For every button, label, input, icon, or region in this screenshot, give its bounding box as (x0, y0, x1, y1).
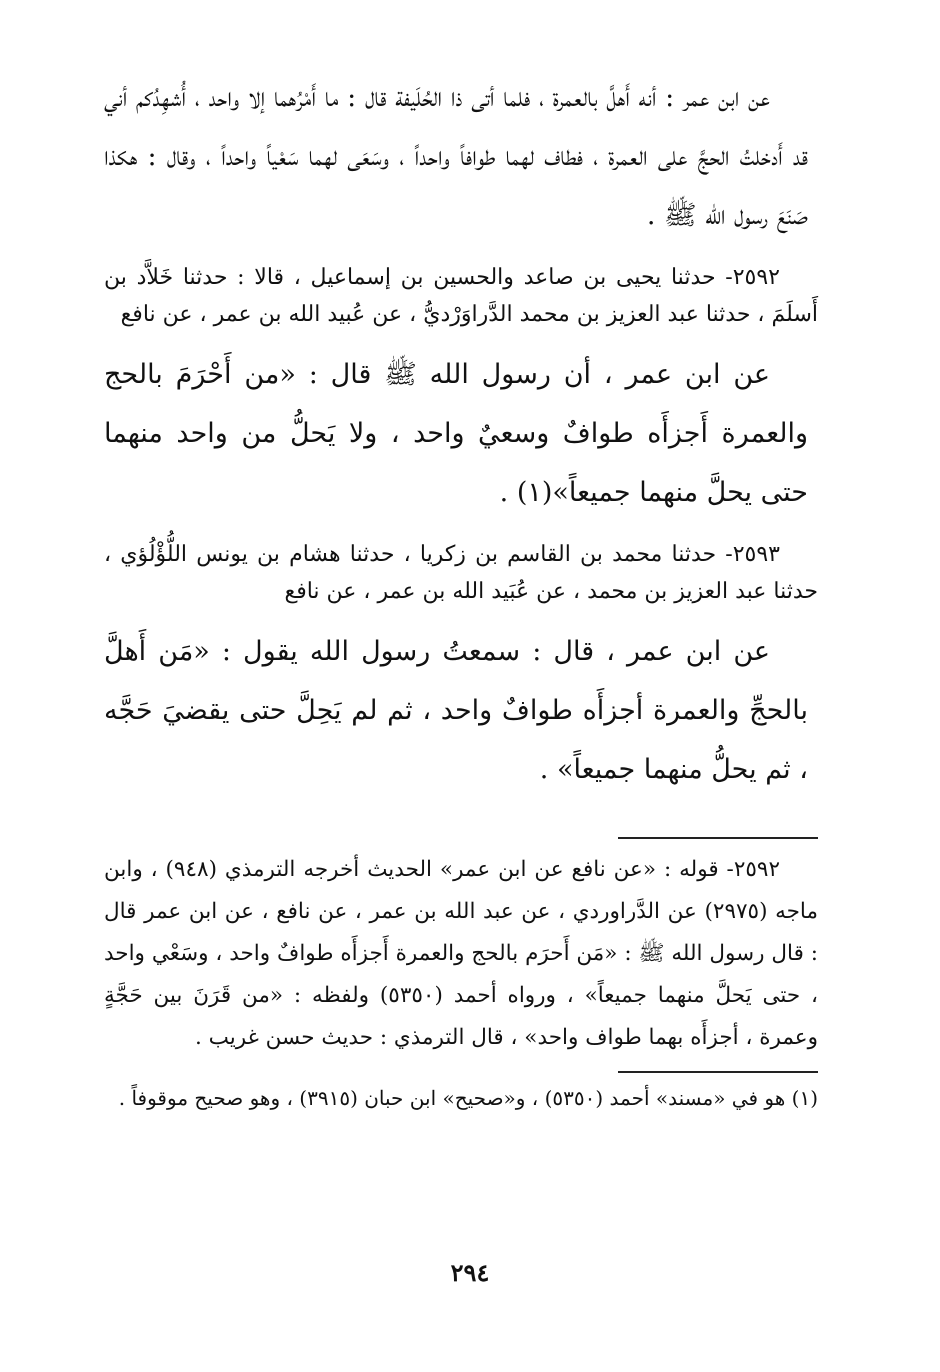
hadith-matn: عن ابن عمر : أنه أَهلَّ بالعمرة ، فلما أتى ذا الحُلَيفة قال : ما أَمْرُهما إلا واحد ، أُشهِدُكم أني قد أَدخلتُ الحجَّ على العمرة ، فطاف لهما طوافاً واحداً ، وسَعَى لهما سَعْياً واحداً ، وقال : هكذا صَنَعَ رسول الله ﷺ . (104, 82, 808, 231)
isnad-block (104, 259, 818, 333)
footnote-separator (618, 1071, 818, 1073)
hadith-text-block (104, 345, 818, 522)
hadith-text-block (104, 622, 818, 799)
commentary-block (104, 849, 818, 1059)
hadith-matn: عن ابن عمر ، قال : سمعتُ رسول الله يقول : «مَن أَهلَّ بالحجِّ والعمرة أجزأَه طوافٌ واحد ، ثم لم يَحِلَّ حتى يقضيَ حَجَّه ، ثم يحلُّ منهما جميعاً» . (104, 636, 808, 785)
commentary-text: ٢٥٩٢- قوله : «عن نافع عن ابن عمر» الحديث أخرجه الترمذي (٩٤٨) ، وابن ماجه (٢٩٧٥) عن الدَّراوردي ، عن عبد الله بن عمر ، عن نافع ، عن ابن عمر قال : قال رسول الله ﷺ : «مَن أَحرَم بالحج والعمرة أَجزأَه طوافٌ واحد ، وسَعْي واحد ، حتى يَحلَّ منهما جميعاً» ، ورواه أحمد (٥٣٥٠) ولفظه : «من قَرَنَ بين حَجَّةٍ وعمرة ، أجزأَه بهما طواف واحد» ، قال الترمذي : حديث حسن غريب . (104, 857, 819, 1050)
commentary-separator (618, 837, 818, 839)
footnote-text: (١) هو في «مسند» أحمد (٥٣٥٠) ، و«صحيح» ابن حبان (٣٩١٥) ، وهو صحيح موقوفاً . (118, 1086, 818, 1110)
page-number: ٢٩٤ (450, 1258, 490, 1287)
isnad-block (104, 536, 818, 610)
hadith-isnad: ٢٥٩٣- حدثنا محمد بن القاسم بن زكريا ، حدثنا هشام بن يونس اللُّؤْلُؤي ، حدثنا عبد العزيز بن محمد ، عن عُبَيد الله بن عمر ، عن نافع (104, 542, 818, 604)
footnote-block (104, 1081, 818, 1115)
hadith-text-block (104, 68, 818, 245)
hadith-isnad: ٢٥٩٢- حدثنا يحيى بن صاعد والحسين بن إسماعيل ، قالا : حدثنا خَلاَّد بن أَسلَمَ ، حدثنا عبد العزيز بن محمد الدَّراوَرْديُّ ، عن عُبيد الله بن عمر ، عن نافع (104, 265, 818, 327)
hadith-matn: عن ابن عمر ، أن رسول الله ﷺ قال : «من أَحْرَمَ بالحج والعمرة أَجزأَه طوافٌ وسعيٌ واحد ، ولا يَحلُّ من واحد منهما حتى يحلَّ منهما جميعاً»(١) . (104, 359, 808, 508)
